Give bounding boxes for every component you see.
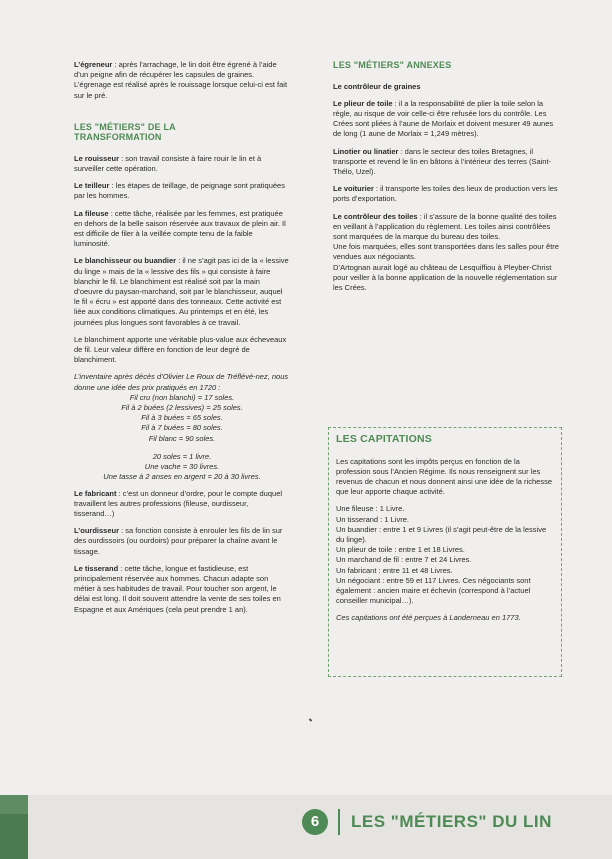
paragraph-blanchiment: Le blanchiment apporte une véritable plus-value aux écheveaux de fil. Leur valeur diffère en fonction de leur degré de blanchiment. (74, 334, 287, 365)
list-item: Un plieur de toile : entre 1 et 18 Livres. (336, 545, 465, 555)
capitations-title: LES CAPITATIONS (336, 433, 432, 445)
section-title-annexes: LES "MÉTIERS" ANNEXES (333, 60, 452, 70)
inventory-equivalence: Une tasse à 2 anses en argent = 20 à 30 livres. (103, 472, 261, 482)
capitations-intro: Les capitations sont les impôts perçus en fonction de la profession sous l’Ancien Régime. Ils nous renseignent sur les revenus de chacun et nous donnent ainsi une idée de la richesse que leur apporte chaque activité. (336, 456, 552, 497)
ink-speck (309, 718, 313, 721)
capitations-note: Ces capitations ont été perçues à Landerneau en 1773. (336, 613, 521, 623)
list-item: Une fileuse : 1 Livre. (336, 504, 405, 514)
inventory-item: Fil cru (non blanchi) = 17 soles. (129, 392, 235, 402)
footer-title: LES "MÉTIERS" DU LIN (351, 812, 552, 831)
inventory-equivalence: 20 soles = 1 livre. (152, 451, 212, 461)
paragraph-tisserand: Le tisserand : cette tâche, longue et fastidieuse, est principalement réservée aux hommes. Chacun adapte son métier à ses habitudes de travail. Pour toucher son argent, le délai est long. Il doit souvent attendre la vente de ses toiles en Espagne et aux Amériques (cela peut prendre 1 an). (74, 563, 281, 614)
inventory-item: Fil blanc = 90 soles. (148, 433, 216, 443)
list-item: Un buandier : entre 1 et 9 Livres (il s’agit peut-être de la lessive du linge). (336, 524, 547, 544)
section-title-transformation: LES "MÉTIERS" DE LA TRANSFORMATION (74, 121, 176, 143)
inventory-item: Fil à 2 buées (2 lessives) = 25 soles. (121, 403, 243, 413)
inventory-equivalence: Une vache = 30 livres. (144, 462, 220, 472)
inventory-item: Fil à 3 buées = 65 soles. (141, 413, 223, 423)
footer-tab-shade (0, 814, 28, 859)
paragraph-ourdisseur: L’ourdisseur : sa fonction consiste à enrouler les fils de lin sur des ourdissoirs (ou ourdoirs) pour préparer la chaîne avant le tissage. (74, 526, 283, 556)
list-item: Un fabricant : entre 11 et 48 Livres. (336, 565, 453, 575)
list-item: Un tisserand : 1 Livre. (336, 514, 409, 524)
footer-divider (338, 809, 340, 835)
list-item: Un négociant : entre 59 et 117 Livres. Ces négociants sont également : ancien maire et échevin (correspond à l’actuel conseiller municipal…). (336, 575, 531, 606)
left-column (74, 60, 290, 622)
paragraph-fileuse: La fileuse : cette tâche, réalisée par les femmes, est pratiquée en dehors de la belle saison réservée aux travaux de plein air. Il est difficile de filer à la veillée compte tenu de la faible luminosité. (74, 208, 286, 249)
paragraph-egreneur: L’égreneur : après l’arrachage, le lin doit être égrené à l’aide d’un peigne afin de récupérer les capsules de graines. L’égrenage est réalisé après le rouissage lorsque celui-ci est fait sur le pré. (74, 60, 288, 100)
subheading-controleur-graines: Le contrôleur de graines (333, 81, 421, 91)
list-item: Un marchand de fil : entre 7 et 24 Livres. (336, 555, 472, 565)
capitations-list (336, 504, 555, 606)
paragraph-teilleur: Le teilleur : les étapes de teillage, de peignage sont pratiquées par les hommes. (74, 181, 285, 201)
paragraph-linotier: Linotier ou linatier : dans le secteur des toiles Bretagnes, il transporte et revend le lin en bâtons à l’intérieur des terres (Saint-Thélo, Uzel). (333, 146, 552, 176)
inventory-item: Fil à 7 buées = 80 soles. (141, 423, 223, 433)
inventory-block (74, 372, 290, 482)
page-number: 6 (302, 809, 328, 835)
paragraph-fabricant: Le fabricant : c’est un donneur d’ordre, pour le compte duquel travaillent les autres professions (fileuse, ourdisseur, tisserand…) (74, 488, 283, 518)
paragraph-controleur-toiles: Le contrôleur des toiles : il s’assure de la bonne qualité des toiles en veillant à l’application du règlement. Les toiles ainsi contrôlées sont marquées de la marque du bureau des toiles. Une fois marquées, elles sont transportées dans les salles pour être vendues aux négociants. D’Artognan aurait logé au château de Lesquiffiou à Pleyber-Christ pour veiller à la bonne application de la nouvelle réglementation sur les Crées. (333, 211, 559, 292)
paragraph-voiturier: Le voiturier : il transporte les toiles des lieux de production vers les ports d’exportation. (333, 184, 558, 204)
right-column (333, 60, 563, 300)
inventory-intro: L’inventaire après décès d’Olivier Le Roux de Tréflévé-nez, nous donne une idée des prix pratiqués en 1720 : (74, 372, 289, 392)
paragraph-blanchisseur: Le blanchisseur ou buandier : il ne s’agit pas ici de la « lessive du linge » mais de la « lessive des fils » qui consiste à faire blanchir le fil. Le blanchiment est réalisé soit par la main d’oeuvre du paysan-marchand, soit par le blanchisseur, auquel le fil « écru » est apporté dans des tonneaux. Cette activité est liée aux conditions climatiques. Au printemps et en été, les journées plus longues sont favorables à ce travail. (74, 256, 289, 327)
paragraph-rouisseur: Le rouisseur : son travail consiste à faire rouir le lin et à surveiller cette opération. (74, 153, 262, 174)
paragraph-plieur: Le plieur de toile : il a la responsabilité de plier la toile selon la règle, au risque de voir celle-ci être refusée lors du contrôle. Les Crées sont pliées à l’aune de Morlaix et doivent mesurer 49 aunes de long (1 aune de Morlaix = 1,249 mètres). (333, 98, 554, 139)
capitations-box (328, 427, 562, 677)
